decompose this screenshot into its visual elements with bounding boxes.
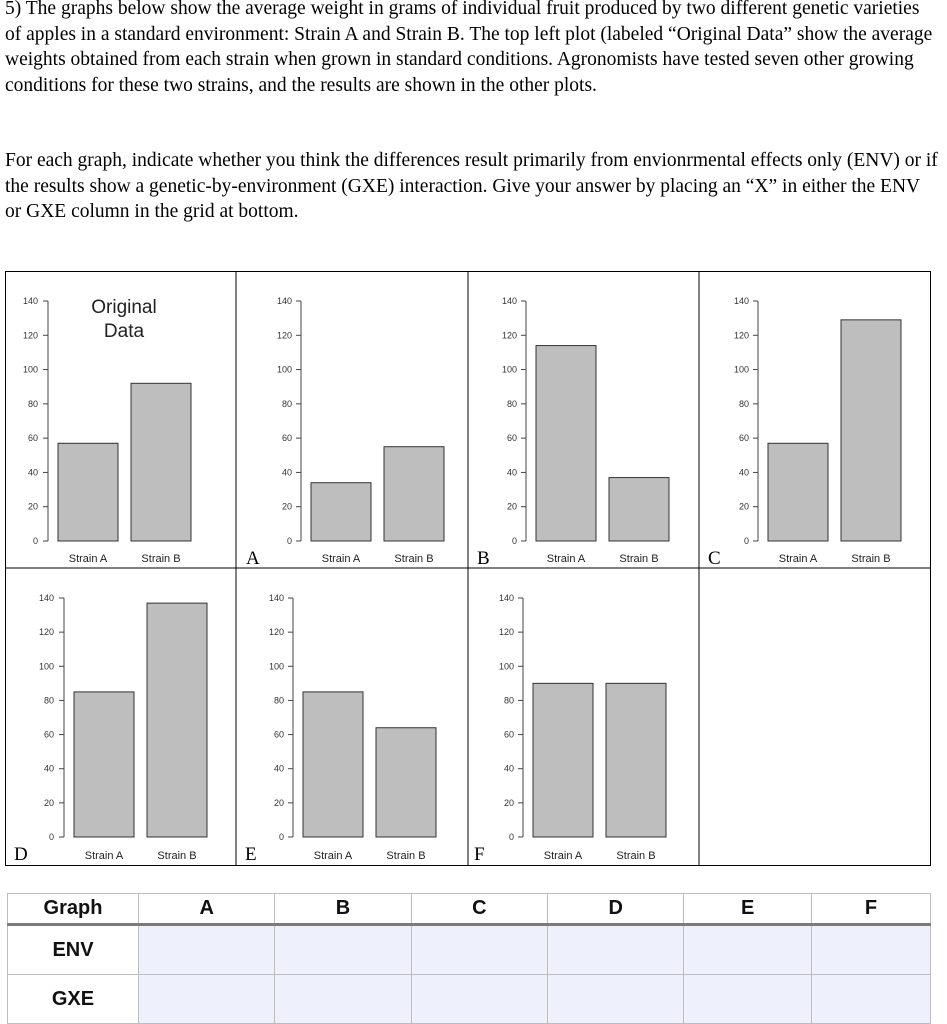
y-tick-label: 80 [27,398,38,409]
category-label: Strain B [394,553,434,565]
y-tick-label: 140 [268,593,284,603]
answer-cell-gxe-a[interactable] [139,975,275,1024]
y-tick-label: 20 [281,501,292,512]
y-tick-label: 80 [738,398,749,409]
y-tick-label: 60 [43,729,54,740]
answer-cell-env-c[interactable] [411,925,547,975]
panel-letter-c: C [708,548,721,569]
bar-strain-a [74,692,134,837]
panel-letter-f: F [474,844,485,865]
y-tick-label: 140 [498,593,514,603]
bar-strain-a [533,683,593,837]
bar-strain-b [606,683,666,837]
category-label: Strain B [157,850,197,862]
category-label: Strain A [321,553,361,565]
column-header-e: E [684,894,812,925]
chart-title: Original [91,297,157,318]
answer-cell-env-f[interactable] [812,925,931,975]
y-tick-label: 80 [506,398,517,409]
category-label: Strain A [778,553,818,565]
answer-row-env [8,925,931,975]
y-tick-label: 100 [276,364,292,375]
y-tick-label: 20 [43,797,54,808]
bar-strain-b [147,603,207,837]
y-tick-label: 0 [48,832,54,842]
y-tick-label: 140 [276,296,292,306]
panel-letter-b: B [477,548,490,569]
answer-grid [7,893,931,1024]
answer-cell-env-a[interactable] [139,925,275,975]
bar-strain-a [58,443,118,541]
y-tick-label: 40 [738,467,749,478]
bar-strain-a [303,692,363,837]
category-label: Strain A [313,850,353,862]
column-header-f: F [812,894,931,925]
y-tick-label: 60 [506,433,517,444]
answer-row-gxe [8,975,931,1024]
column-header-a: A [139,894,275,925]
y-tick-label: 80 [273,695,284,706]
panel-letter-d: D [14,844,28,865]
answer-cell-gxe-b[interactable] [275,975,411,1024]
y-tick-label: 0 [743,536,749,546]
category-label: Strain B [616,850,656,862]
y-tick-label: 20 [27,501,38,512]
bar-strain-a [536,346,596,541]
column-header-d: D [548,894,684,925]
category-label: Strain A [84,850,124,862]
bar-strain-b [841,320,901,541]
category-label: Strain A [68,553,108,565]
column-header-b: B [275,894,411,925]
bar-strain-b [384,447,444,541]
y-tick-label: 60 [273,729,284,740]
y-tick-label: 100 [38,661,54,672]
y-tick-label: 20 [506,501,517,512]
question-paragraph-1: 5) The graphs below show the average weight in grams of individual fruit produced by two different genetic varieties of apples in a standard environment: Strain A and Strain B. The top left plot (labeled “Original Data” show the average weights obtained from each strain when grown in standard conditions. Agronomists have tested seven other growing conditions for these two strains, and the results are shown in the other plots. [5,0,933,96]
row-label-env: ENV [8,925,139,975]
row-label-gxe: GXE [8,975,139,1024]
y-tick-label: 100 [268,661,284,672]
y-tick-label: 100 [501,364,517,375]
y-tick-label: 120 [501,330,517,341]
question-paragraph-2: For each graph, indicate whether you think the differences result primarily from envionrmental effects only (ENV) or if the results show a genetic-by-environment (GXE) interaction. Give your answer by placing an “X” in either the ENV or GXE column in the grid at bottom. [5,150,938,222]
y-tick-label: 80 [43,695,54,706]
y-tick-label: 120 [22,330,38,341]
answer-cell-env-d[interactable] [548,925,684,975]
y-tick-label: 100 [22,364,38,375]
y-tick-label: 0 [511,536,517,546]
y-tick-label: 40 [281,467,292,478]
bar-strain-b [131,383,191,541]
answer-grid-header-row [8,894,931,925]
y-tick-label: 140 [22,296,38,306]
category-label: Strain A [543,850,583,862]
y-tick-label: 40 [27,467,38,478]
y-tick-label: 40 [506,467,517,478]
y-tick-label: 120 [733,330,749,341]
answer-cell-env-e[interactable] [684,925,812,975]
y-tick-label: 0 [286,536,292,546]
y-tick-label: 60 [503,729,514,740]
category-label: Strain B [386,850,426,862]
answer-cell-gxe-c[interactable] [411,975,547,1024]
y-tick-label: 80 [281,398,292,409]
answer-cell-env-b[interactable] [275,925,411,975]
category-label: Strain A [546,553,586,565]
y-tick-label: 60 [27,433,38,444]
category-label: Strain B [851,553,891,565]
y-tick-label: 40 [503,763,514,774]
bar-strain-b [376,728,436,837]
panel-letter-e: E [245,844,257,865]
y-tick-label: 0 [32,536,38,546]
y-tick-label: 0 [278,832,284,842]
y-tick-label: 40 [43,763,54,774]
bar-strain-b [609,478,669,541]
answer-cell-gxe-e[interactable] [684,975,812,1024]
y-tick-label: 0 [508,832,514,842]
answer-grid-header-label: Graph [8,894,139,925]
y-tick-label: 20 [738,501,749,512]
y-tick-label: 120 [498,627,514,638]
answer-cell-gxe-d[interactable] [548,975,684,1024]
y-tick-label: 120 [268,627,284,638]
category-label: Strain B [141,553,181,565]
y-tick-label: 120 [38,627,54,638]
y-tick-label: 140 [501,296,517,306]
y-tick-label: 120 [276,330,292,341]
y-tick-label: 40 [273,763,284,774]
y-tick-label: 140 [38,593,54,603]
y-tick-label: 140 [733,296,749,306]
bar-strain-a [768,443,828,541]
y-tick-label: 100 [733,364,749,375]
y-tick-label: 20 [273,797,284,808]
y-tick-label: 60 [281,433,292,444]
y-tick-label: 60 [738,433,749,444]
column-header-c: C [411,894,547,925]
bar-strain-a [311,483,371,541]
category-label: Strain B [619,553,659,565]
panel-letter-a: A [246,548,260,569]
y-tick-label: 80 [503,695,514,706]
y-tick-label: 20 [503,797,514,808]
answer-cell-gxe-f[interactable] [812,975,931,1024]
y-tick-label: 100 [498,661,514,672]
chart-title: Data [103,321,145,342]
